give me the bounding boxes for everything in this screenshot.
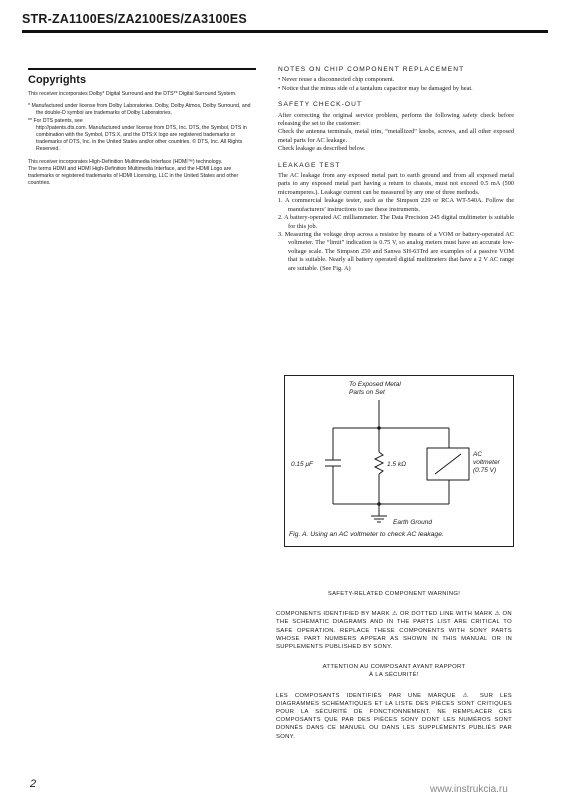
service-notes-column (278, 66, 514, 273)
notes-heading: NOTES ON CHIP COMPONENT REPLACEMENT (278, 66, 465, 73)
notes-bullet-2: • Notice that the minus side of a tantalum capacitor may be damaged by heat. (278, 84, 473, 92)
safety-heading: SAFETY CHECK-OUT (278, 101, 363, 109)
resistor-zigzag (375, 452, 383, 474)
safety-warning-section (276, 590, 512, 753)
copyrights-section (28, 68, 256, 192)
copyrights-title: Copyrights (28, 74, 87, 86)
leakage-para: The AC leakage from any exposed metal part to earth ground and from all exposed metal parts to any exposed metal part having a return to chassis, must not exceed 0.5 mA (500 microamperes.). Leakage current can be measured by any one of three methods. (278, 172, 514, 196)
page-number: 2 (30, 778, 37, 790)
figure-caption: Fig. A. Using an AC voltmeter to check AC leakage. (289, 531, 444, 538)
label-resistance: 1.5 kΩ (387, 461, 407, 468)
leakage-method-1: 1. A commercial leakage tester, such as the Simpson 229 or RCA WT-540A. Follow the manufacturers’ instructions to use these instruments. (278, 197, 514, 213)
label-voltage-limit: (0.75 V) (473, 467, 497, 474)
notes-bullet-1: • Never reuse a disconnected chip component. (278, 76, 395, 84)
label-capacitance: 0.15 μF (291, 461, 313, 468)
footnote-dolby: * Manufactured under license from Dolby Laboratories. Dolby, Dolby Atmos, Dolby Surround, and the double-D symbol are trademarks of Dolby Laboratories. (28, 103, 251, 117)
label-exposed-metal: To Exposed Metal (349, 381, 401, 388)
model-title: STR-ZA1100ES/ZA2100ES/ZA3100ES (22, 12, 247, 26)
label-earth-ground: Earth Ground (393, 519, 433, 526)
label-parts-on-set: Parts on Set (349, 389, 385, 396)
header-rule (22, 30, 548, 33)
figure-a (284, 375, 514, 547)
copyright-hdmi: This receiver incorporates High-Definition Multimedia Interface (HDMI™) technology. (28, 158, 223, 165)
watermark: www.instrukcia.ru (430, 784, 508, 795)
copyright-dolby-dts: This receiver incorporates Dolby* Digital Surround and the DTS** Digital Surround System. (28, 91, 237, 97)
warning-title: SAFETY-RELATED COMPONENT WARNING! (327, 591, 461, 597)
junction-top (377, 426, 381, 430)
warning-body: COMPONENTS IDENTIFIED BY MARK ⚠ OR DOTTED LINE WITH MARK ⚠ ON THE SCHEMATIC DIAGRAMS AND IN THE PARTS LIST ARE CRITICAL TO SAFE OPERATION. REPLACE THESE COMPONENTS WITH SONY PARTS WHOSE PART NUMBERS APPEAR AS SHOWN IN THIS MANUAL OR IN SUPPLEMENTS PUBLISHED BY SONY. (276, 611, 512, 651)
copyright-hdmi-trademark: The terms HDMI and HDMI High-Definition Multimedia Interface, and the HDMI Logo are trademarks or registered trademarks of HDMI Licensing, LLC in the United States and other countries. (28, 165, 239, 187)
warning-title-fr-1: ATTENTION AU COMPOSANT AYANT RAPPORT (322, 664, 466, 671)
label-voltmeter: voltmeter (473, 459, 500, 466)
footnote-dts: ** For DTS patents, see (28, 117, 83, 124)
warning-title-fr-2: À LA SÉCURITÉ! (369, 672, 419, 679)
safety-para-1: After correcting the original service problem, perform the following safety check before releasing the set to the customer: (278, 111, 514, 128)
footnote-dts-detail: http://patents.dts.com. Manufactured under license from DTS, Inc. DTS, the Symbol, DTS in combination with the Symbol, DTS:X, and the DTS:X logo are registered trademarks or trademarks of DTS, Inc. in the United States and/or other countries. © DTS, Inc. All Rights Reserved. (36, 124, 247, 153)
voltmeter-needle (435, 454, 461, 474)
copyrights-rule (28, 68, 256, 70)
warning-body-fr: LES COMPOSANTS IDENTIFIÉS PAR UNE MARQUE ⚠ SUR LES DIAGRAMMES SCHÉMATIQUES ET LA LISTE DES PIÈCES SONT CRITIQUES POUR LA SÉCURITÉ DE FONCTIONNEMENT. NE REMPLACER CES COMPOSANTS QUE PAR DES PIÈCES SONY DONT LES NUMÉROS SONT DONNÉS DANS CE MANUEL OU DANS LES SUPPLÉMENTS PUBLIÉS PAR SONY. (276, 692, 512, 740)
leakage-heading: LEAKAGE TEST (278, 161, 341, 169)
leakage-circuit-diagram (285, 376, 513, 546)
leakage-method-2: 2. A battery-operated AC milliammeter. The Data Precision 245 digital multimeter is suitable for this job. (278, 214, 514, 230)
copyrights-body (28, 91, 256, 187)
label-ac: AC (473, 451, 483, 458)
leakage-method-3: 3. Measuring the voltage drop across a resistor by means of a VOM or battery-operated AC voltmeter. The “limit” indication is 0.75 V, so analog meters must have an accurate low-voltage scale. The Simpson 250 and Sanwa SH-63Trd are examples of a passive VOM that is suitable. Nearly all battery operated digital multimeters that have a 2 V AC range are suitable. (See Fig. A) (278, 230, 514, 272)
safety-para-2: Check the antenna terminals, metal trim, “metallized” knobs, screws, and all other exposed metal parts for AC leakage. (278, 128, 514, 144)
junction-bottom (377, 502, 381, 506)
safety-para-3: Check leakage as described below. (278, 145, 366, 153)
